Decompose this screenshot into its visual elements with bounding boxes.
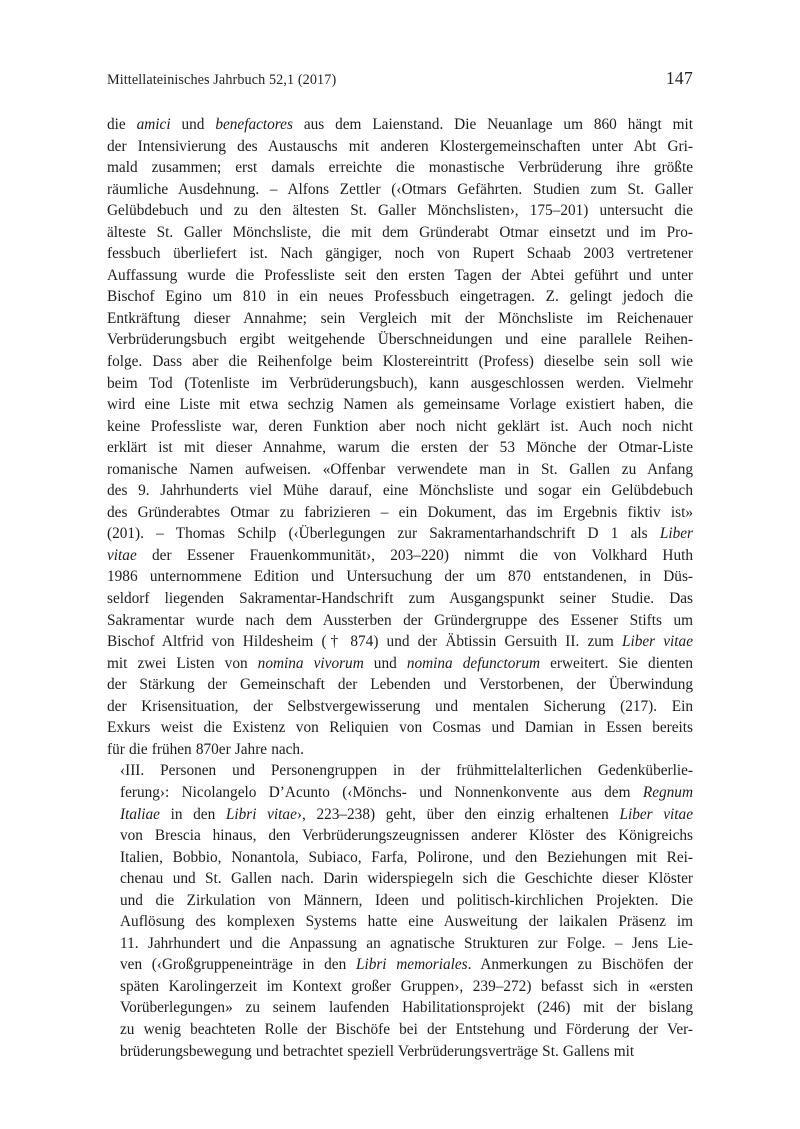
text-run: mald zusammen; erst damals erreichte die monastische Verbrüderung ihre größte (107, 159, 693, 177)
text-run: der Krisensituation, der Selbstvergewisserung und mentalen Sicherung (217). Ein (107, 697, 693, 715)
text-run: und (170, 116, 216, 133)
text-line (107, 631, 693, 653)
text-run: räumliche Ausdehnung. – Alfons Zettler (‹Otmars Gefährten. Studien zum St. Galler (107, 180, 693, 198)
text-run: . Anmerkungen zu Bischöfen der (467, 956, 693, 974)
text-run: seldorf liegenden Sakramentar-Handschrift zum Ausgangspunkt seiner Studie. Das (107, 590, 693, 608)
text-line (107, 286, 693, 308)
text-line (107, 373, 693, 395)
text-line (107, 136, 693, 158)
text-run: ven (‹Großgruppeneinträge in den (120, 956, 356, 974)
text-run: älteste St. Galler Mönchsliste, die mit dem Gründerabt Otmar einsetzt und im Pro- (107, 223, 693, 241)
italic-run: nomina defunctorum (406, 654, 541, 672)
italic-run: Libri memoriales (355, 956, 468, 974)
text-run: brüderungsbewegung und betrachtet speziell Verbrüderungsverträge St. Gallens mit (120, 1042, 635, 1060)
text-run: und (363, 654, 407, 672)
running-head-journal-title: Mittellateinisches Jahrbuch 52,1 (2017) (107, 72, 337, 88)
text-line (107, 782, 693, 804)
text-run: aus dem Laienstand. Die Neuanlage um 860 hängt mit (292, 116, 693, 133)
text-run: des 9. Jahrhunderts viel Mühe darauf, eine Mönchsliste und sogar ein Gelübdebuch (107, 482, 693, 500)
text-run: in den (159, 805, 226, 823)
text-run: der Essener Frauenkommunität›, 203–220) nimmt die von Volkhard Huth (136, 546, 693, 564)
text-line (107, 265, 693, 287)
text-run: von Brescia hinaus, den Verbrüderungszeugnissen anderer Klöster des Königreichs (120, 827, 693, 845)
text-run: Italien, Bobbio, Nonantola, Subiaco, Farfa, Polirone, und den Beziehungen mit Rei- (120, 848, 693, 866)
text-line (107, 523, 693, 545)
text-line (107, 674, 693, 696)
text-line (107, 997, 693, 1019)
italic-run: nomina vivorum (257, 654, 364, 672)
italic-run: Italiae (120, 805, 160, 823)
text-line (107, 890, 693, 912)
text-run: Vorüberlegungen» zu seinem laufenden Habilitationsprojekt (246) mit der bislang (120, 999, 693, 1017)
text-line (107, 416, 693, 438)
text-run: der Stärkung der Gemeinschaft der Lebenden und Verstorbenen, der Überwindung (107, 676, 693, 694)
italic-run: Liber (659, 525, 693, 543)
text-run: Bischof Egino um 810 in ein neues Professbuch eingetragen. Z. gelingt jedoch die (107, 288, 693, 306)
text-run: 11. Jahrhundert und die Anpassung an agnatische Strukturen zur Folge. – Jens Lie- (120, 934, 693, 952)
italic-run: Libri vitae (225, 805, 297, 823)
text-line (107, 653, 693, 675)
text-line (107, 1041, 693, 1063)
text-run: Bischof Altfrid von Hildesheim († 874) und der Äbtissin Gersuith II. zum (107, 633, 622, 651)
text-run: des Gründerabtes Otmar zu fabrizieren – ein Dokument, das im Ergebnis fiktiv ist» (107, 503, 693, 521)
text-line (107, 157, 693, 179)
text-line (107, 394, 693, 416)
text-line (107, 760, 693, 782)
text-line (107, 437, 693, 459)
text-line (107, 459, 693, 481)
text-line (107, 480, 693, 502)
italic-run: vitae (107, 546, 137, 564)
italic-run: amici (136, 116, 171, 133)
text-run: die (107, 116, 137, 133)
text-run: mit zwei Listen von (107, 654, 258, 672)
text-line (107, 351, 693, 373)
text-line (107, 502, 693, 524)
text-run: der Intensivierung des Austauschs mit anderen Klostergemeinschaften unter Abt Gri- (107, 137, 693, 155)
text-run: keine Professliste war, deren Funktion aber noch nicht geklärt ist. Auch noch nicht (107, 417, 693, 435)
text-line (107, 545, 693, 567)
text-line (107, 566, 693, 588)
text-run: für die frühen 870er Jahre nach. (107, 740, 304, 758)
text-line (107, 739, 693, 761)
text-line (107, 588, 693, 610)
text-line (107, 847, 693, 869)
text-line (107, 933, 693, 955)
text-run: fessbuch überliefert ist. Nach gängiger, noch von Rupert Schaab 2003 vertretener (107, 245, 693, 263)
italic-run: Regnum (642, 783, 693, 801)
paragraph (107, 114, 693, 760)
text-run: chenau und St. Gallen nach. Darin widerspiegeln sich die Geschichte dieser Klöster (120, 870, 693, 888)
text-line (107, 696, 693, 718)
text-line (107, 200, 693, 222)
text-run: ‹III. Personen und Personengruppen in der frühmittelalterlichen Gedenküberlie- (120, 762, 693, 780)
text-line (107, 804, 693, 826)
text-run: erweitert. Sie dienten (540, 654, 693, 672)
text-run: beim Tod (Totenliste im Verbrüderungsbuch), kann ausgeschlossen werden. Vielmehr (107, 374, 693, 392)
paragraph (107, 760, 693, 1062)
text-run: zu wenig beachteten Rolle der Bischöfe bei der Entstehung und Förderung der Ver- (120, 1020, 693, 1038)
body-text-block (107, 114, 693, 1062)
text-run: (201). – Thomas Schilp (‹Überlegungen zur Sakramentarhandschrift D 1 als (107, 525, 660, 543)
text-run: Gelübdebuch und zu den ältesten St. Galler Mönchslisten›, 175–201) untersucht die (107, 202, 693, 220)
text-run: Entkräftung dieser Annahme; sein Vergleich mit der Mönchsliste im Reichenauer (107, 309, 693, 327)
text-run: Verbrüderungsbuch ergibt weitgehende Überschneidungen und eine parallele Reihen- (107, 331, 693, 349)
text-line (107, 243, 693, 265)
text-line (107, 114, 693, 136)
text-line (107, 308, 693, 330)
text-run: ›, 223–238) geht, über den einzig erhaltenen (296, 805, 620, 823)
text-run: folge. Dass aber die Reihenfolge beim Klostereintritt (Profess) dieselbe sein soll wie (107, 353, 693, 371)
text-run: romanische Namen aufweisen. «Offenbar verwendete man in St. Gallen zu Anfang (107, 460, 693, 478)
text-line (107, 911, 693, 933)
italic-run: Liber vitae (619, 805, 693, 823)
text-line (107, 954, 693, 976)
text-run: Auffassung wurde die Professliste seit den ersten Tagen der Abtei geführt und unter (107, 266, 693, 284)
text-line (107, 179, 693, 201)
text-run: Sakramentar wurde nach dem Aussterben der Gründergruppe des Essener Stifts um (107, 611, 693, 629)
italic-run: benefactores (215, 116, 293, 133)
text-run: und die Zirkulation von Männern, Ideen und politisch-kirchlichen Projekten. Die (120, 891, 693, 909)
italic-run: Liber vitae (621, 633, 693, 651)
text-run: erklärt ist mit dieser Annahme, warum die ersten der 53 Mönche der Otmar-Liste (107, 439, 693, 457)
text-line (107, 825, 693, 847)
text-line (107, 329, 693, 351)
text-run: ferung›: Nicolangelo D’Acunto (‹Mönchs- und Nonnenkonvente aus dem (120, 783, 643, 801)
text-line (107, 1019, 693, 1041)
page-number: 147 (665, 68, 693, 88)
text-run: Exkurs weist die Existenz von Reliquien von Cosmas und Damian in Essen bereits (107, 719, 693, 737)
text-line (107, 610, 693, 632)
text-run: Auflösung des komplexen Systems hatte eine Ausweitung der laikalen Präsenz im (120, 913, 693, 931)
running-head (107, 68, 693, 89)
text-line (107, 717, 693, 739)
text-line (107, 868, 693, 890)
text-run: wird eine Liste mit etwa sechzig Namen als gemeinsame Vorlage existiert haben, die (107, 396, 693, 414)
text-line (107, 222, 693, 244)
text-line (107, 976, 693, 998)
text-run: späten Karolingerzeit im Kontext großer Gruppen›, 239–272) befasst sich in «ersten (120, 977, 693, 995)
text-run: 1986 unternommene Edition und Untersuchung der um 870 entstandenen, in Düs- (107, 568, 693, 586)
